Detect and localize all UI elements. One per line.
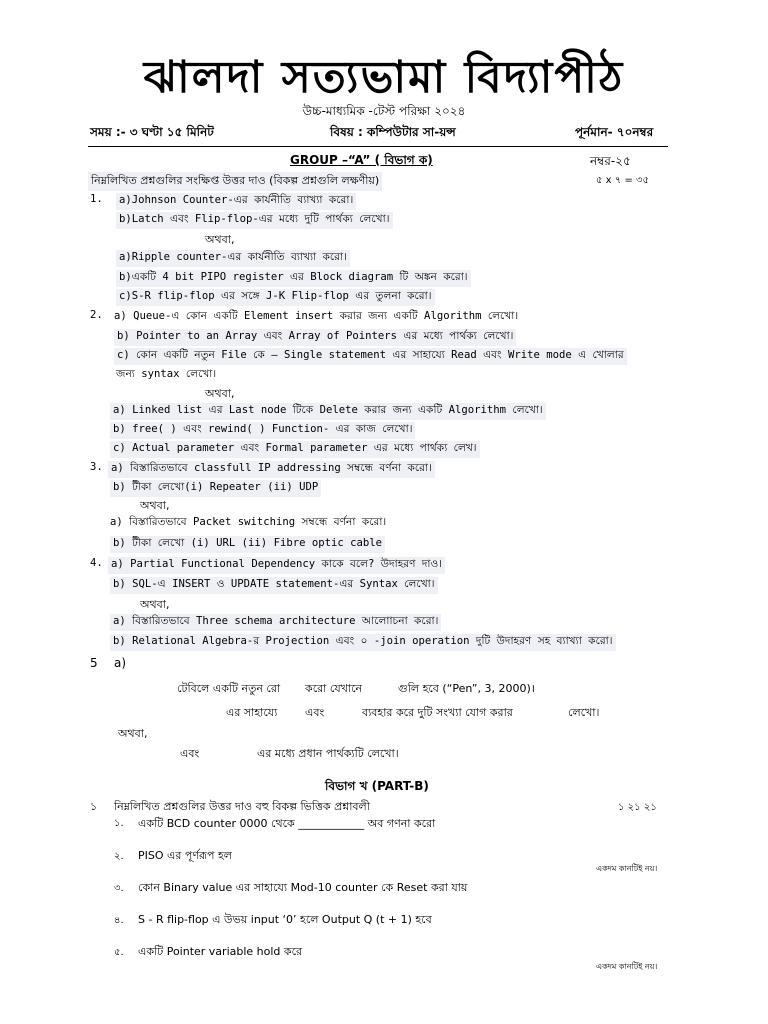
q5-line1-part3: গুলি হবে (“Pen”, 3, 2000)। [398, 682, 535, 695]
q2-alt-a: a) Linked list এর Last node টিকে Delete করার জন্য একটি Algorithm লেখো। [110, 403, 546, 420]
q3-or: অথবা, [140, 499, 170, 512]
q4-alt-a: a) বিস্তারিতভাবে Three schema architecture আলাােচনা করো। [110, 614, 441, 631]
q5-line1-part1: টেবিলে একটি নতুন রো [177, 682, 281, 695]
q2-c-line1: c) কোন একটি নতুন File কে – Single statement এর সাহায্যে Read এবং Write mode এ খোলার [114, 348, 627, 365]
mcq-5-text: একটি Pointer variable hold করে [138, 945, 303, 958]
q1-alt-b: b)একটি 4 bit PIPO register এর Block diagram টি অঙ্কন করো। [116, 270, 471, 287]
mcq-5-number: ৫. [114, 947, 124, 958]
q2-a: a) Queue-এ কোন একটি Element insert করার জন্য একটি Algorithm লেখো। [114, 310, 519, 322]
q5-line3-part1: এবং [180, 747, 200, 760]
group-b-instruction: নিম্নলিখিত প্রশ্নগুলির উত্তর দাও বহু বিকল্প ভিত্তিক প্রশ্নাবলী [114, 800, 370, 813]
q5-line2-part3: ব্যবহার করে দুটি সংখ্যা যোগ করার [362, 706, 513, 719]
group-b-marks-calc: ১ ২১ ২১ [618, 802, 657, 813]
q5-or: অথবা, [118, 727, 148, 740]
q1-alt-c: c)S-R flip-flop এর সঙ্গে J-K Flip-flop এর তুলনা করো। [116, 289, 435, 306]
q2-c-line2: জন্য syntax লেখো। [116, 368, 217, 380]
q3-b: b) টীকা লেখো(i) Repeater (ii) UDP [110, 480, 321, 497]
q2-number: 2. [90, 309, 103, 321]
q3-number: 3. [90, 461, 103, 473]
q5-line1-part2: করো যেখানে [305, 682, 363, 695]
q4-number: 4. [90, 557, 103, 569]
mcq-4-text: S - R flip-flop এ উভয় input ‘0’ হলে Output Q (t + 1) হবে [138, 913, 432, 926]
mcq-1-number: ১. [114, 818, 124, 829]
exam-subject: বিষয় : কম্পিউটার সা-য়ন্স [330, 125, 456, 139]
q3-a: a) বিস্তারিতভাবে classfull IP addressing সম্বন্ধে বর্ণনা করো। [108, 461, 435, 478]
q2-or: অথবা, [205, 387, 235, 400]
group-a-heading: GROUP –“A” ( বিভাগ ক) [290, 153, 433, 167]
q5-a: a) [114, 656, 127, 670]
mcq-5-note: একদম কানটিই নয়। [596, 962, 658, 971]
q5-number: 5 [90, 656, 98, 670]
mcq-4-number: ৪. [114, 915, 124, 926]
mcq-2-text: PISO এর পূর্ণরূপ হল [138, 849, 232, 862]
q4-alt-b: b) Relational Algebra-র Projection এবং ০ -join operation দুটি উদাহরণ সহ ব্যাখ্যা করো। [110, 634, 616, 651]
mcq-2-note: একদম কানটিই নয়। [596, 864, 658, 873]
exam-time: সময় :- ৩ ঘণ্টা ১৫ মিনিট [90, 125, 214, 139]
q1-number: 1. [90, 193, 103, 205]
q1-alt-a: a)Ripple counter-এর কার্যনীতি ব্যাখ্যা করাে। [116, 250, 350, 267]
group-b-heading: বিভাগ খ (PART-B) [325, 779, 429, 793]
q5-line2-part1: এর সাহায্যে [226, 706, 278, 719]
q1-b: b)Latch এবং Flip-flop-এর মধ্যে দুটি পার্থক্য লেখো। [116, 212, 393, 229]
q5-line3-part2: এর মধ্যে প্রধান পার্থক্যটি লেখো। [257, 747, 399, 760]
group-a-marks: নম্বর-২৫ [590, 154, 631, 168]
q4-or: অথবা, [140, 598, 170, 611]
q5-line2-part4: লেখো। [568, 706, 600, 719]
q2-alt-c: c) Actual parameter এবং Formal parameter এর মধ্যে পার্থক্য লেখ। [110, 441, 480, 458]
mcq-2-number: ২. [114, 851, 124, 862]
full-marks: পূর্নমান- ৭০নম্বর [575, 125, 654, 139]
mcq-3-number: ৩. [114, 883, 124, 894]
q4-a: a) Partial Functional Dependency কাকে বলে? উদাহরণ দাও। [108, 557, 445, 574]
school-name: ঝালদা সত্যভামা বিদ্যাপীঠ [143, 52, 625, 103]
q4-b: b) SQL-এ INSERT ও UPDATE statement-এর Syntax লেখো। [110, 577, 438, 594]
group-b-number: ১ [90, 800, 98, 813]
q1-a: a)Johnson Counter-এর কার্যনীতি ব্যাখ্যা করো। [116, 193, 356, 210]
group-a-instruction: নিম্নলিখিত প্রশ্নগুলির সংক্ষিপ্ত উত্তর দাও (বিকল্প প্রশ্নগুলি লক্ষণীয়) [88, 172, 382, 191]
q2-b: b) Pointer to an Array এবং Array of Pointers এর মধ্যে পার্থক্য লেখো। [114, 329, 516, 346]
q5-line2-part2: এবং [305, 706, 325, 719]
group-a-marks-calc: ৫ x ৭ = ৩৫ [596, 175, 649, 186]
mcq-1-text: একটি BCD counter 0000 থেকে ____________ অব গণনা করো [138, 817, 436, 830]
q2-alt-b: b) free( ) এবং rewind( ) Function- এর কাজ লেখো। [110, 422, 415, 439]
q3-alt-b: b) টীকা লেখো (i) URL (ii) Fibre optic cable [110, 536, 385, 553]
exam-name: উচ্চ-মাধ্যমিক -টেস্ট পরিক্ষা ২০২৪ [302, 104, 466, 118]
header-divider [88, 146, 668, 147]
q1-or: অথবা, [205, 233, 235, 246]
q3-alt-a: a) বিস্তারিতভাবে Packet switching সম্বন্ধে বর্ণনা করো। [110, 516, 387, 528]
mcq-3-text: কোন Binary value এর সাহায্যে Mod-10 counter কে Reset করা যায় [138, 881, 468, 894]
